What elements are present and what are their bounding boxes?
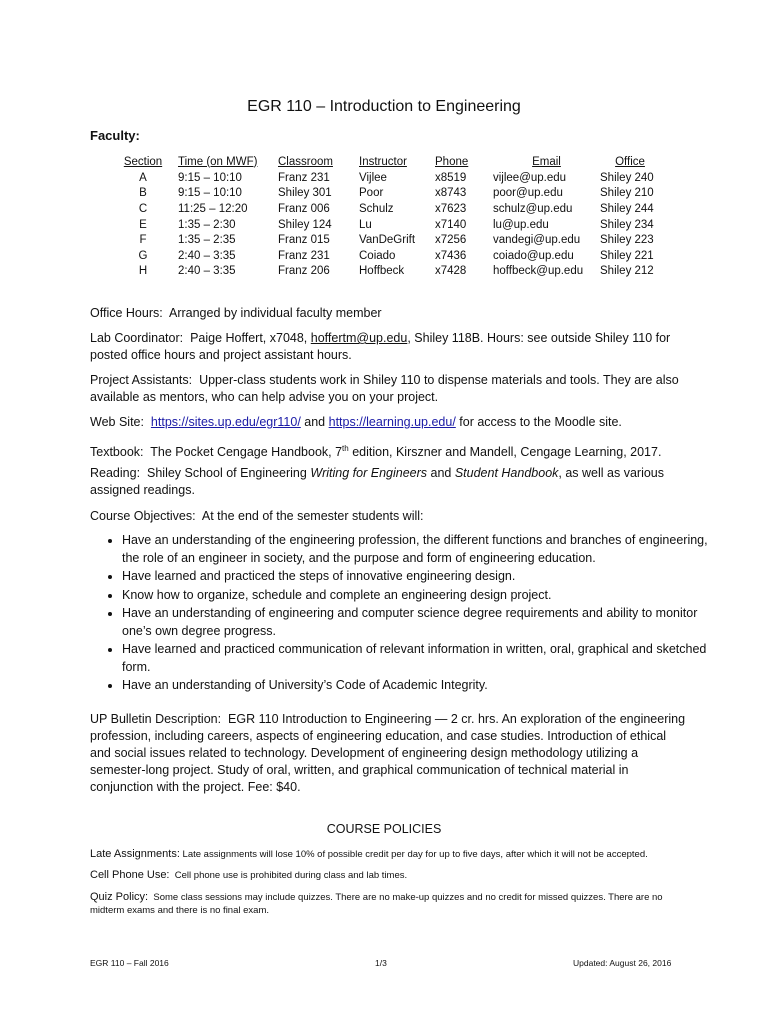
objectives-label: Course Objectives:: [90, 509, 196, 523]
quiz-policy: [90, 891, 690, 917]
cell-section: A: [139, 171, 147, 184]
list-item: • Have learned and practiced communication of relevant information in written, oral, graphical and sketched form.: [122, 641, 722, 677]
bulletin-description: [90, 711, 690, 796]
reading: [90, 465, 690, 499]
table-row: [108, 186, 660, 202]
reading-pre: Shiley School of Engineering: [147, 466, 311, 480]
page-title: EGR 110 – Introduction to Engineering: [247, 98, 521, 115]
egr110-site-link[interactable]: https://sites.up.edu/egr110/: [150, 415, 301, 429]
cell-instructor: VanDeGrift: [359, 234, 416, 247]
quiz-label: Quiz Policy:: [90, 891, 149, 903]
lab-coordinator: [90, 330, 690, 364]
cell-phone: x7436: [435, 249, 467, 262]
cell-office: Shiley 221: [600, 249, 654, 262]
textbook: [90, 440, 690, 461]
col-header-phone: Phone: [435, 155, 469, 168]
cell-section: E: [139, 218, 147, 231]
objectives-intro: At the end of the semester students will:: [201, 509, 424, 523]
table-row: [108, 170, 660, 186]
reading-label: Reading:: [90, 466, 141, 480]
cell-classroom: Franz 206: [278, 265, 330, 278]
cell-section: F: [139, 234, 147, 247]
bulletin-label: UP Bulletin Description:: [90, 712, 222, 726]
cell-section: H: [138, 265, 148, 278]
table-row: [108, 264, 660, 280]
cell-instructor: Schulz: [359, 202, 394, 215]
table-row: [108, 217, 660, 233]
office-hours-text: Arranged by individual faculty member: [168, 306, 382, 320]
cell-phone: x7428: [435, 265, 467, 278]
cell-section: G: [138, 249, 148, 262]
web-site-post: for access to the Moodle site.: [459, 415, 622, 429]
cell-classroom: Shiley 124: [278, 218, 332, 231]
cell-time: 1:35 – 2:35: [178, 234, 236, 247]
cell-time: 2:40 – 3:35: [178, 265, 236, 278]
cell-instructor: Hoffbeck: [359, 265, 405, 278]
cell-office: Shiley 244: [600, 202, 654, 215]
cell-office: Shiley 212: [600, 265, 654, 278]
reading-post: , as well as various assigned readings.: [90, 466, 665, 497]
phone-label: Cell Phone Use:: [90, 869, 170, 881]
cell-office: Shiley 210: [600, 187, 654, 200]
quiz-text: Some class sessions may include quizzes. There are no make-up quizzes and no credit for missed quizzes. There are no midterm exams and there is no final exam.: [90, 892, 663, 916]
cell-instructor: Vijlee: [359, 171, 387, 184]
cell-instructor: Poor: [359, 187, 384, 200]
web-site-label: Web Site:: [90, 415, 144, 429]
lab-coordinator-email[interactable]: hoffertm@up.edu: [310, 331, 408, 345]
cell-phone: x7623: [435, 202, 467, 215]
textbook-label: Textbook:: [90, 445, 144, 460]
cell-time: 9:15 – 10:10: [178, 187, 242, 200]
cell-classroom: Franz 015: [278, 234, 330, 247]
cell-email[interactable]: vijlee@up.edu: [493, 171, 567, 184]
table-row: [108, 232, 660, 248]
course-objectives: [90, 508, 690, 525]
footer-page-number: 1/3: [375, 958, 387, 968]
moodle-site-link[interactable]: https://learning.up.edu/: [328, 415, 456, 429]
footer-updated: Updated: August 26, 2016: [573, 958, 672, 968]
cell-time: 2:40 – 3:35: [178, 249, 236, 262]
late-assignments-policy: [90, 848, 690, 861]
cell-phone: x8519: [435, 171, 467, 184]
objectives-list: [90, 532, 722, 696]
table-row: [108, 201, 660, 217]
lab-coordinator-pre: Paige Hoffert, x7048,: [190, 331, 308, 345]
list-item: • Know how to organize, schedule and complete an engineering design project.: [122, 587, 722, 606]
faculty-table-header: [108, 154, 660, 170]
web-site: [90, 414, 690, 431]
faculty-table: [108, 154, 660, 279]
late-label: Late Assignments:: [90, 848, 180, 860]
cell-time: 11:25 – 12:20: [178, 202, 248, 215]
cell-time: 1:35 – 2:30: [178, 218, 236, 231]
bulletin-text: EGR 110 Introduction to Engineering — 2 cr. hrs. An exploration of the engineering profession, including careers, aspects of engineering education, and case studies. Introduction of ethical and social issues related to technology. Development of engineering design methodology utilizing a semester-long project. Study of oral, written, and graphical communication of technical material in conjunction with the project. Fee: $40.: [90, 712, 686, 794]
course-policies-title: COURSE POLICIES: [326, 822, 442, 836]
cell-instructor: Coiado: [359, 249, 396, 262]
faculty-heading: Faculty:: [90, 128, 140, 143]
footer-course: EGR 110 – Fall 2016: [90, 958, 169, 968]
cell-email[interactable]: hoffbeck@up.edu: [493, 265, 584, 278]
cell-email[interactable]: schulz@up.edu: [493, 202, 573, 215]
cell-phone-policy: [90, 869, 690, 882]
project-assistants-text: Upper-class students work in Shiley 110 to dispense materials and tools. They are also available as mentors, who can help advise you on your project.: [90, 373, 679, 404]
office-hours-label: Office Hours:: [90, 306, 163, 320]
cell-email[interactable]: coiado@up.edu: [493, 249, 574, 262]
cell-office: Shiley 223: [600, 234, 654, 247]
cell-office: Shiley 234: [600, 218, 654, 231]
lab-coordinator-label: Lab Coordinator:: [90, 331, 184, 345]
cell-phone: x8743: [435, 187, 467, 200]
reading-em1: Writing for Engineers: [310, 466, 428, 480]
cell-phone: x7256: [435, 234, 467, 247]
col-header-classroom: Classroom: [278, 155, 333, 168]
reading-mid: and: [427, 466, 455, 480]
col-header-section: Section: [123, 155, 163, 168]
reading-em2: Student Handbook: [454, 466, 559, 480]
project-assistants: [90, 372, 690, 406]
textbook-post: edition, Kirszner and Mandell, Cengage Learning, 2017.: [348, 445, 662, 460]
cell-classroom: Franz 006: [278, 202, 330, 215]
project-assistants-label: Project Assistants:: [90, 373, 193, 387]
office-hours: [90, 305, 690, 322]
list-item: • Have an understanding of engineering and computer science degree requirements and ability to monitor one’s own degree progress.: [122, 605, 722, 641]
textbook-sup: th: [342, 444, 349, 453]
col-header-time: Time (on MWF): [178, 155, 258, 168]
cell-instructor: Lu: [359, 218, 372, 231]
list-item: • Have an understanding of University’s Code of Academic Integrity.: [122, 677, 722, 696]
col-header-email: Email: [532, 155, 561, 168]
web-site-and: and: [304, 415, 326, 429]
cell-time: 9:15 – 10:10: [178, 171, 242, 184]
list-item: • Have an understanding of the engineering profession, the different functions and branches of engineering, the role of an engineer in society, and the purpose and form of engineering education.: [122, 532, 722, 568]
cell-section: C: [138, 202, 148, 215]
list-item: • Have learned and practiced the steps of innovative engineering design.: [122, 568, 722, 587]
table-row: [108, 248, 660, 264]
cell-classroom: Shiley 301: [278, 187, 332, 200]
cell-classroom: Franz 231: [278, 171, 330, 184]
cell-email[interactable]: poor@up.edu: [493, 187, 563, 200]
cell-office: Shiley 240: [600, 171, 654, 184]
col-header-instructor: Instructor: [359, 155, 407, 168]
col-header-office: Office: [615, 155, 645, 168]
lab-coordinator-post: , Shiley 118B. Hours: see outside Shiley 110 for posted office hours and project assistant hours.: [90, 331, 671, 362]
cell-phone: x7140: [435, 218, 467, 231]
cell-section: B: [139, 187, 147, 200]
phone-text: Cell phone use is prohibited during class and lab times.: [174, 870, 408, 881]
textbook-pre: The Pocket Cengage Handbook, 7: [150, 445, 343, 460]
cell-classroom: Franz 231: [278, 249, 330, 262]
late-text: Late assignments will lose 10% of possible credit per day for up to five days, after which it will not be accepted.: [182, 849, 648, 860]
cell-email[interactable]: lu@up.edu: [493, 218, 549, 231]
cell-email[interactable]: vandegi@up.edu: [493, 234, 581, 247]
